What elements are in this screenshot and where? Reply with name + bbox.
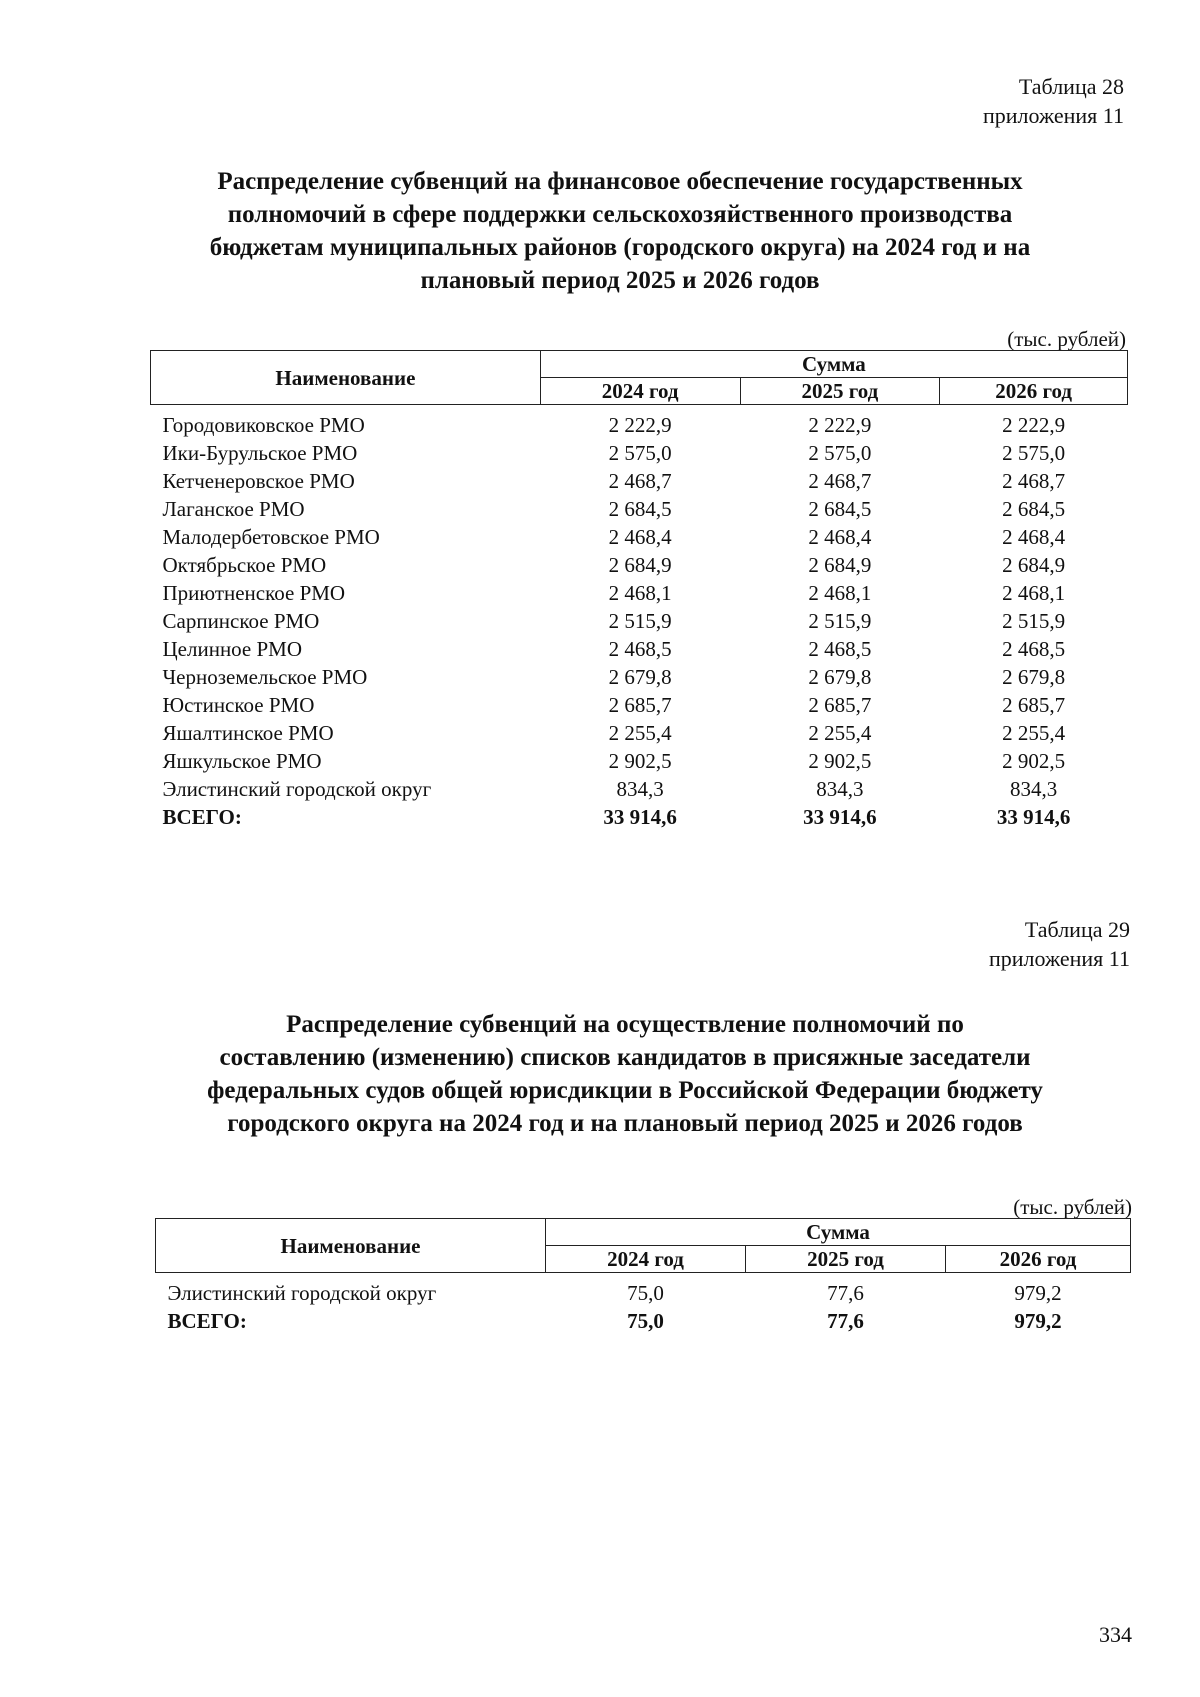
table-row: [151, 663, 1128, 691]
table29-year-header: 2024 год: [546, 1246, 746, 1273]
row-value-2026: 2 255,4: [1002, 720, 1066, 745]
total-value-2025: 33 914,6: [803, 804, 877, 829]
row-value-2024: 75,0: [627, 1280, 664, 1305]
table28-units: (тыс. рублей): [1007, 327, 1126, 351]
table-row: [151, 747, 1128, 775]
table-row: [151, 551, 1128, 579]
row-name: Элистинский городской округ: [167, 1280, 437, 1305]
table28-title-line: полномочий в сфере поддержки сельскохозяйственного производства: [227, 201, 1013, 228]
total-value-2026: 979,2: [1014, 1308, 1062, 1333]
table29-sum-header: Сумма: [546, 1219, 1131, 1246]
table29: [155, 1218, 1131, 1335]
row-value-2025: 834,3: [816, 776, 864, 801]
table-row: [151, 411, 1128, 439]
table-row: [151, 691, 1128, 719]
row-value-2025: 2 468,7: [808, 468, 872, 493]
table28-header-row: [151, 351, 1128, 378]
row-value-2024: 2 468,7: [608, 468, 672, 493]
total-value-2026: 33 914,6: [996, 804, 1071, 829]
table29-title-line: составлению (изменению) списков кандидатов в присяжные заседатели: [219, 1044, 1031, 1071]
row-value-2026: 2 222,9: [1002, 412, 1066, 437]
table29-appendix: приложения 11: [988, 946, 1130, 971]
table28-title-line: плановый период 2025 и 2026 годов: [420, 267, 820, 294]
row-name: Юстинское РМО: [162, 692, 315, 717]
row-value-2024: 2 684,5: [608, 496, 672, 521]
row-name: Яшкульское РМО: [162, 748, 322, 773]
total-value-2024: 33 914,6: [603, 804, 677, 829]
table28-sum-header: Сумма: [540, 351, 1127, 378]
row-name: Сарпинское РМО: [162, 608, 320, 633]
row-value-2026: 2 515,9: [1002, 608, 1066, 633]
row-value-2025: 2 902,5: [808, 748, 872, 773]
row-value-2024: 2 468,5: [608, 636, 672, 661]
table29-title: [150, 1008, 1100, 1140]
row-value-2025: 2 222,9: [808, 412, 872, 437]
table29-name-header: Наименование: [156, 1219, 546, 1273]
row-value-2025: 2 575,0: [808, 440, 872, 465]
table28-number: Таблица 28: [1018, 74, 1124, 99]
table-row: [151, 775, 1128, 803]
row-value-2026: 2 468,7: [1002, 468, 1066, 493]
table-row: [151, 439, 1128, 467]
table28-year-header: 2026 год: [940, 378, 1128, 405]
row-value-2026: 2 468,1: [1002, 580, 1066, 605]
table28-year-header: 2025 год: [740, 378, 940, 405]
row-value-2026: 2 902,5: [1002, 748, 1066, 773]
table-row: [151, 607, 1128, 635]
row-value-2025: 2 468,4: [808, 524, 872, 549]
table29-year-header: 2025 год: [746, 1246, 946, 1273]
row-value-2026: 979,2: [1014, 1280, 1062, 1305]
table29-title-line: Распределение субвенций на осуществление полномочий по: [286, 1011, 964, 1038]
row-name: Элистинский городской округ: [162, 776, 432, 801]
row-value-2024: 2 684,9: [608, 552, 672, 577]
row-value-2024: 2 468,4: [608, 524, 672, 549]
row-value-2025: 2 684,5: [808, 496, 872, 521]
row-value-2024: 2 575,0: [608, 440, 672, 465]
table28-name-header: Наименование: [151, 351, 541, 405]
row-name: Малодербетовское РМО: [162, 524, 380, 549]
row-value-2024: 834,3: [616, 776, 664, 801]
table29-title-line: федеральных судов общей юрисдикции в Российской Федерации бюджету: [207, 1077, 1043, 1104]
row-name: Лаганское РМО: [162, 496, 305, 521]
table28-appendix: приложения 11: [982, 103, 1124, 128]
row-value-2024: 2 685,7: [608, 692, 672, 717]
total-value-2025: 77,6: [827, 1308, 864, 1333]
row-value-2025: 2 468,1: [808, 580, 872, 605]
table-row: [156, 1279, 1131, 1307]
table28-title: [150, 165, 1090, 297]
table-row: [151, 635, 1128, 663]
row-value-2024: 2 515,9: [608, 608, 672, 633]
row-value-2025: 2 684,9: [808, 552, 872, 577]
row-value-2025: 2 685,7: [808, 692, 872, 717]
total-value-2024: 75,0: [627, 1308, 664, 1333]
row-name: Ики-Бурульское РМО: [162, 440, 358, 465]
table28-title-line: бюджетам муниципальных районов (городского округа) на 2024 год и на: [209, 234, 1031, 261]
row-value-2025: 77,6: [827, 1280, 864, 1305]
row-name: Кетченеровское РМО: [162, 468, 355, 493]
table28-reference: [983, 72, 1124, 130]
row-name: Целинное РМО: [162, 636, 303, 661]
page-number: 334: [1099, 1622, 1132, 1647]
table29-title-line: городского округа на 2024 год и на плановый период 2025 и 2026 годов: [227, 1110, 1023, 1137]
table-row: [151, 467, 1128, 495]
total-label: ВСЕГО:: [167, 1308, 247, 1333]
table-row: [151, 579, 1128, 607]
row-name: Октябрьское РМО: [162, 552, 327, 577]
table-row: [151, 495, 1128, 523]
table28-title-line: Распределение субвенций на финансовое обеспечение государственных: [217, 168, 1023, 195]
row-name: Приютненское РМО: [162, 580, 346, 605]
table28-year-header: 2024 год: [540, 378, 740, 405]
table29-year-header: 2026 год: [946, 1246, 1131, 1273]
row-value-2026: 2 575,0: [1002, 440, 1066, 465]
row-value-2024: 2 468,1: [608, 580, 672, 605]
total-label: ВСЕГО:: [162, 804, 242, 829]
row-value-2024: 2 902,5: [608, 748, 672, 773]
row-value-2026: 2 679,8: [1002, 664, 1066, 689]
table29-units: (тыс. рублей): [1013, 1195, 1132, 1219]
row-value-2024: 2 222,9: [608, 412, 672, 437]
table28: [150, 350, 1128, 831]
row-value-2026: 2 468,4: [1002, 524, 1066, 549]
row-value-2026: 2 684,5: [1002, 496, 1066, 521]
row-value-2025: 2 468,5: [808, 636, 872, 661]
row-value-2025: 2 515,9: [808, 608, 872, 633]
table-row: [151, 523, 1128, 551]
table28-total-row: [151, 803, 1128, 831]
row-value-2025: 2 255,4: [808, 720, 872, 745]
row-value-2026: 2 685,7: [1002, 692, 1066, 717]
row-value-2025: 2 679,8: [808, 664, 872, 689]
table-row: [151, 719, 1128, 747]
row-value-2024: 2 679,8: [608, 664, 672, 689]
row-value-2026: 2 468,5: [1002, 636, 1066, 661]
row-name: Городовиковское РМО: [162, 412, 365, 437]
row-name: Черноземельское РМО: [162, 664, 368, 689]
row-name: Яшалтинское РМО: [162, 720, 334, 745]
row-value-2026: 2 684,9: [1002, 552, 1066, 577]
row-value-2024: 2 255,4: [608, 720, 672, 745]
table29-reference: [989, 915, 1130, 973]
row-value-2026: 834,3: [1009, 776, 1058, 801]
table29-header-row: [156, 1219, 1131, 1246]
table29-number: Таблица 29: [1024, 917, 1130, 942]
table29-total-row: [156, 1307, 1131, 1335]
